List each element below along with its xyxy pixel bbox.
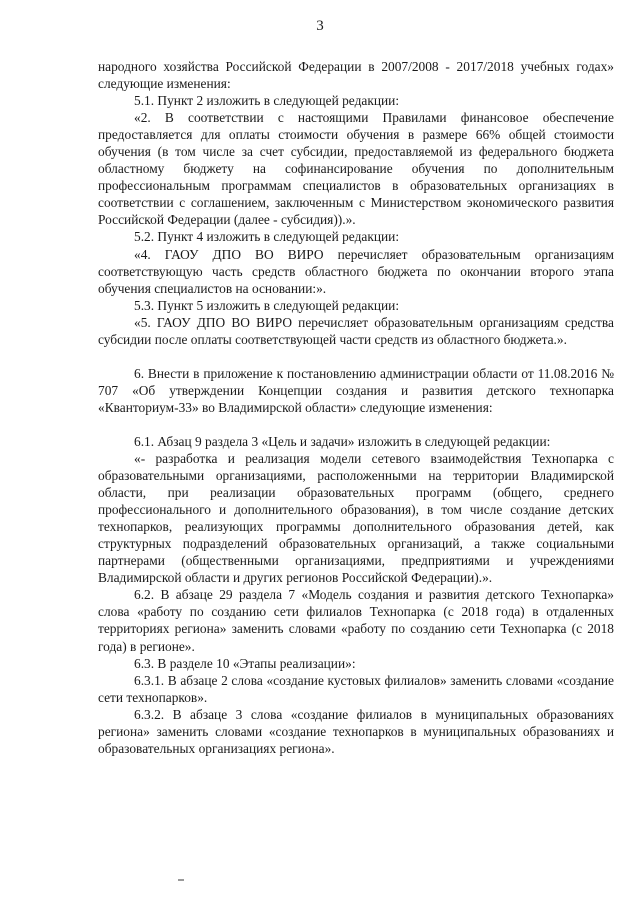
paragraph-5-3-text: «5. ГАОУ ДПО ВО ВИРО перечисляет образовательным организациям средства субсидии после оплаты соответствующей части средств из областного бюджета.». bbox=[98, 314, 614, 347]
paragraph-6-3: 6.3. В разделе 10 «Этапы реализации»: bbox=[134, 655, 356, 671]
paragraph-6-1: 6.1. Абзац 9 раздела 3 «Цель и задачи» изложить в следующей редакции: bbox=[134, 433, 551, 449]
paragraph-5-2-text: «4. ГАОУ ДПО ВО ВИРО перечисляет образовательным организациям соответствующую часть средств областного бюджета по окончании второго этапа обучения специалистов на основании:». bbox=[98, 246, 614, 296]
paragraph-continuation: народного хозяйства Российской Федерации в 2007/2008 - 2017/2018 учебных годах» следующие изменения: bbox=[98, 59, 614, 92]
paragraph-6-1-text: «- разработка и реализация модели сетевого взаимодействия Технопарка с образовательными организациями, расположенными на территории Владимирской области, при реализации образовательных программ (общего, среднего профессионального и дополнительного образования), в том числе создание детских технопарков, реализующих программы дополнительного образования детей, как структурных подразделений образовательных организаций, а также социальными партнерами (общественными организациями, предприятиями и учреждениями Владимирской области и других регионов Российской Федерации).». bbox=[98, 450, 614, 586]
page-number: 3 bbox=[316, 18, 324, 34]
paragraph-5-1: 5.1. Пункт 2 изложить в следующей редакции: bbox=[134, 93, 400, 109]
document-body bbox=[98, 58, 614, 757]
paragraph-6-3-1: 6.3.1. В абзаце 2 слова «создание кустовых филиалов» заменить словами «создание сети технопарков». bbox=[98, 672, 614, 705]
paragraph-5-2: 5.2. Пункт 4 изложить в следующей редакции: bbox=[134, 229, 400, 245]
scan-speck bbox=[178, 879, 184, 881]
paragraph-5-3: 5.3. Пункт 5 изложить в следующей редакции: bbox=[134, 297, 400, 313]
paragraph-5-1-text: «2. В соответствии с настоящими Правилами финансовое обеспечение предоставляется для оплаты стоимости обучения в размере 66% общей стоимости обучения (в том числе за счет субсидии, предоставляемой из федерального бюджета областному бюджету на софинансирование обучения по дополнительным профессиональным программам специалистов в образовательных организациях в соответствии с соглашением, заключенным с Министерством экономического развития Российской Федерации (далее - субсидия)).». bbox=[98, 110, 614, 228]
paragraph-6: 6. Внести в приложение к постановлению администрации области от 11.08.2016 № 707 «Об утверждении Концепции создания и развития детского технопарка «Кванториум-33» во Владимирской области» следующие изменения: bbox=[98, 365, 614, 415]
paragraph-6-3-2: 6.3.2. В абзаце 3 слова «создание филиалов в муниципальных образованиях региона» заменить словами «создание технопарков в муниципальных образованиях и образовательных организациях региона». bbox=[98, 706, 614, 756]
paragraph-6-2: 6.2. В абзаце 29 раздела 7 «Модель создания и развития детского Технопарка» слова «работу по созданию сети филиалов Технопарка (с 2018 года) в отдаленных территориях региона» заменить словами «работу по созданию сети Технопарка (с 2018 года) в регионе». bbox=[98, 587, 614, 654]
